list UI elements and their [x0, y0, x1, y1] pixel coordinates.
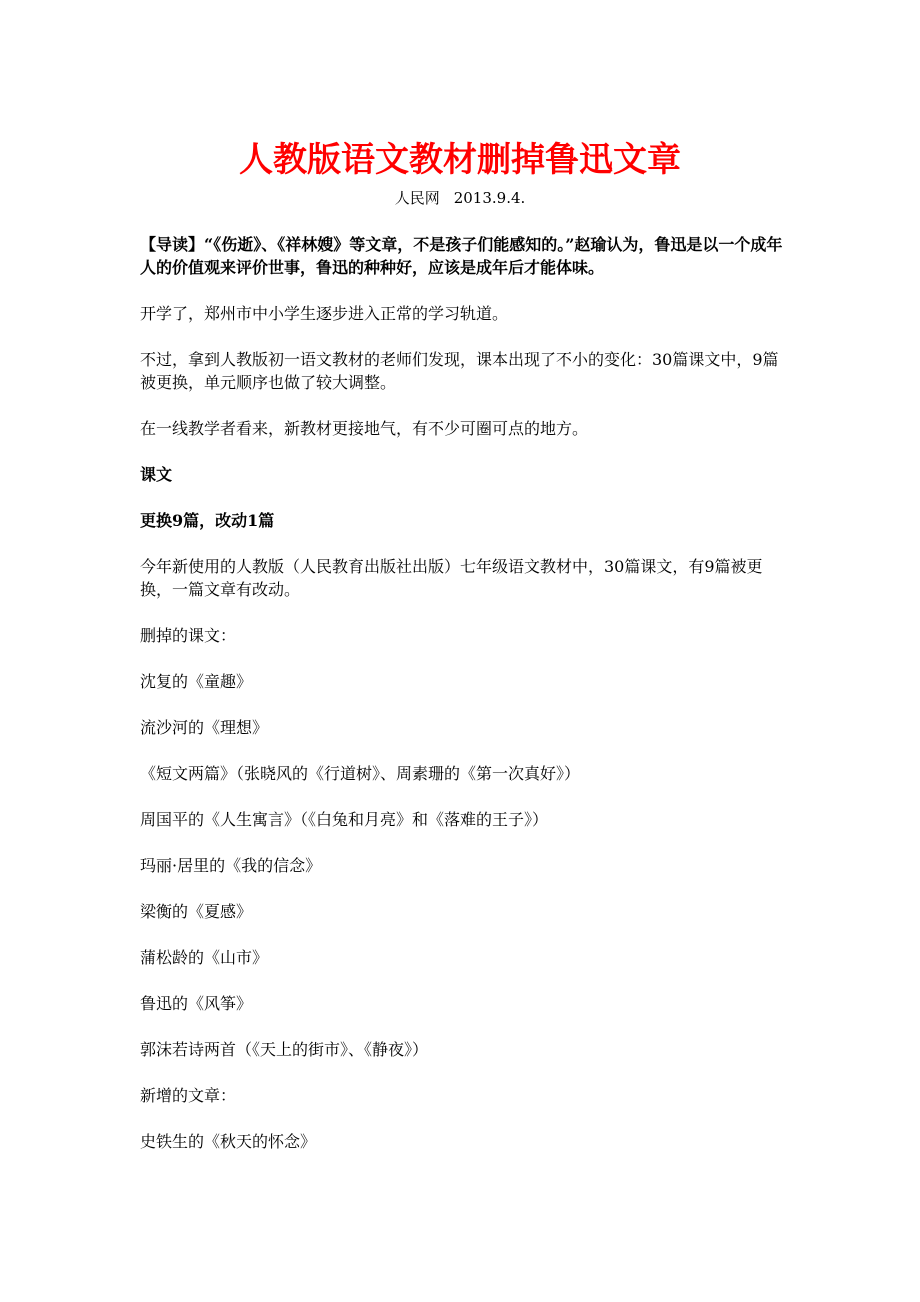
paragraph: 在一线教学者看来，新教材更接地气，有不少可圈可点的地方。 — [140, 419, 589, 438]
article-body — [140, 233, 785, 1176]
list-item: 梁衡的《夏感》 — [140, 902, 253, 921]
paragraph: 不过，拿到人教版初一语文教材的老师们发现，课本出现了不小的变化：30篇课文中，9篇被更换，单元顺序也做了较大调整。 — [140, 350, 779, 392]
list-item: 周国平的《人生寓言》（《白兔和月亮》和《落难的王子》） — [140, 810, 549, 829]
byline-date: 2013.9.4. — [453, 189, 526, 207]
list-item: 流沙河的《理想》 — [140, 718, 269, 737]
subheading: 更换9篇，改动1篇 — [140, 511, 275, 530]
list-item: 史铁生的《秋天的怀念》 — [140, 1132, 317, 1151]
byline — [0, 188, 920, 208]
list-heading-added: 新增的文章： — [140, 1086, 237, 1105]
paragraph: 开学了，郑州市中小学生逐步进入正常的学习轨道。 — [140, 304, 509, 323]
page-title: 人教版语文教材删掉鲁迅文章 — [239, 140, 681, 180]
byline-source: 人民网 — [394, 189, 440, 207]
list-item: 沈复的《童趣》 — [140, 672, 253, 691]
list-item: 《短文两篇》（张晓风的《行道树》、周素珊的《第一次真好》） — [140, 764, 581, 783]
list-heading-deleted: 删掉的课文： — [140, 626, 237, 645]
list-item: 鲁迅的《风筝》 — [140, 994, 253, 1013]
list-item: 玛丽·居里的《我的信念》 — [140, 856, 322, 875]
lead-paragraph: 【导读】“《伤逝》、《祥林嫂》等文章，不是孩子们能感知的。”赵瑜认为，鲁迅是以一个成年人的价值观来评价世事，鲁迅的种种好，应该是成年后才能体味。 — [140, 235, 783, 277]
list-item: 郭沫若诗两首（《天上的街市》、《静夜》） — [140, 1040, 429, 1059]
section-heading: 课文 — [140, 465, 173, 484]
paragraph: 今年新使用的人教版（人民教育出版社出版）七年级语文教材中，30篇课文，有9篇被更换，一篇文章有改动。 — [140, 557, 763, 599]
list-item: 蒲松龄的《山市》 — [140, 948, 269, 967]
